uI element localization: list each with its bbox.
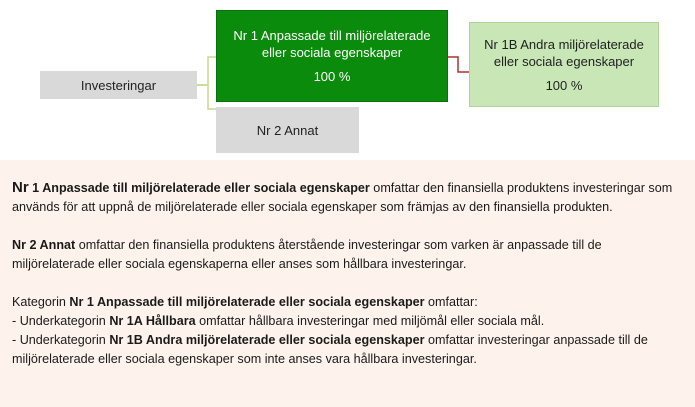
paragraph-category-intro xyxy=(12,293,684,312)
connector-invest-nr1 xyxy=(197,57,216,85)
nr2-label: Nr 2 Annat xyxy=(256,122,319,138)
nr1-lead: Nr xyxy=(12,179,29,196)
nr1a-pre: - Underkategorin xyxy=(12,314,110,328)
list-item-nr1b xyxy=(12,331,684,369)
nr1b-pre: - Underkategorin xyxy=(12,333,110,347)
explanation-text xyxy=(12,178,684,369)
nr1-box xyxy=(216,10,448,102)
nr1b-title: Nr 1B Andra miljörelaterade eller sociala egenskaper xyxy=(109,333,425,347)
nr1-percent: 100 % xyxy=(313,69,351,84)
nr1-label: Nr 1 Anpassade till miljörelaterade eller sociala egenskaper xyxy=(233,28,431,60)
nr2-box xyxy=(216,107,359,153)
paragraph-nr1 xyxy=(12,178,684,217)
nr2-title: Nr 2 Annat xyxy=(12,238,76,252)
nr1a-description: omfattar hållbara investeringar med miljömål eller sociala mål. xyxy=(195,314,545,328)
nr2-description: omfattar den finansiella produktens återstående investeringar som varken är anpassade till de miljörelaterade eller sociala egenskaperna eller anses som hållbara investeringar. xyxy=(12,238,602,271)
category-pre: Kategorin xyxy=(12,295,70,309)
category-title: Nr 1 Anpassade till miljörelaterade eller sociala egenskaper xyxy=(69,295,425,309)
nr1a-title: Nr 1A Hållbara xyxy=(109,314,196,328)
list-item-nr1a xyxy=(12,312,684,331)
paragraph-nr2 xyxy=(12,236,684,274)
nr1-description: omfattar den finansiella produktens investeringar som används för att uppnå de miljörelaterade eller sociala egenskaper som främjas av den finansiella produkten. xyxy=(12,181,673,214)
connector-nr1-nr1b xyxy=(448,57,469,72)
nr1b-description: omfattar investeringar anpassade till de miljörelaterade eller sociala egenskaper som inte anses vara hållbara investeringar. xyxy=(12,333,648,366)
nr1b-label: Nr 1B Andra miljörelaterade eller sociala egenskaper xyxy=(484,36,644,69)
nr1-title: 1 Anpassade till miljörelaterade eller sociala egenskaper xyxy=(28,181,370,195)
nr1b-box xyxy=(469,22,659,107)
connector-invest-nr2 xyxy=(197,85,216,109)
nr1b-percent: 100 % xyxy=(545,77,583,93)
investeringar-box xyxy=(40,71,197,99)
investment-diagram xyxy=(0,0,695,160)
category-post: omfattar: xyxy=(424,295,478,309)
investeringar-label: Investeringar xyxy=(80,77,157,93)
